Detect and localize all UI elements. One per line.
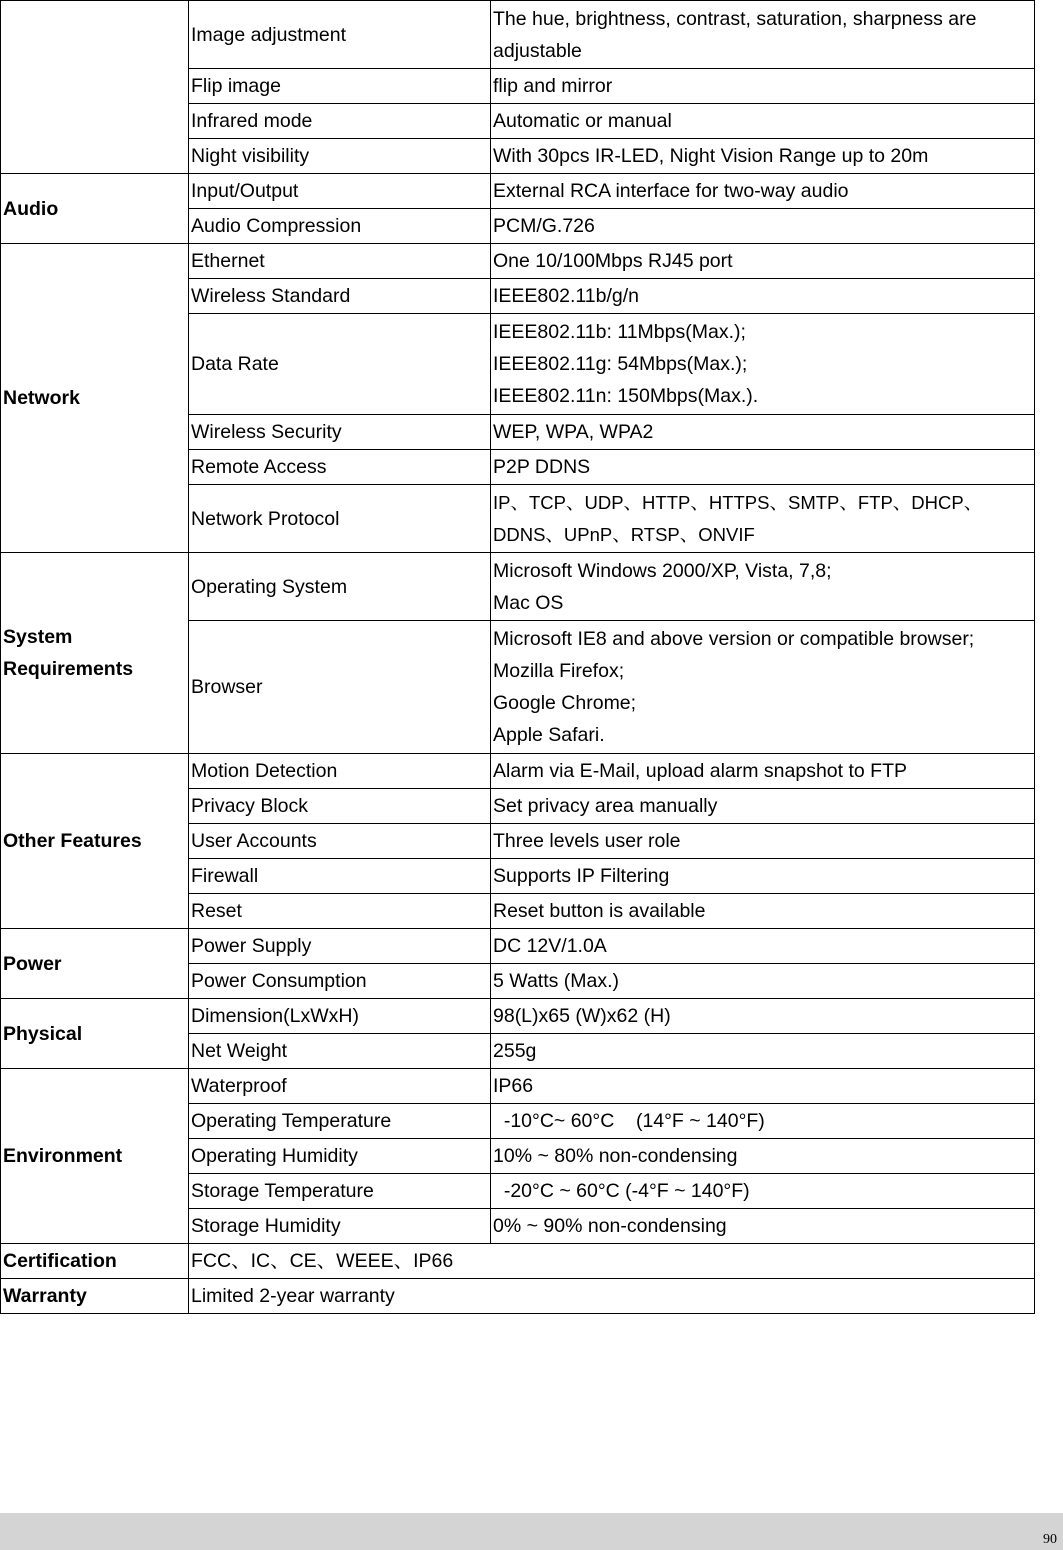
value-cell: Set privacy area manually <box>491 789 1035 824</box>
feature-cell: Motion Detection <box>189 754 491 789</box>
feature-cell: Remote Access <box>189 450 491 485</box>
value-line: Apple Safari. <box>493 724 605 746</box>
value-cell: IP66 <box>491 1069 1035 1104</box>
value-line: IEEE802.11b: 11Mbps(Max.); <box>493 321 746 343</box>
feature-cell: Ethernet <box>189 244 491 279</box>
category-system-requirements <box>1 553 189 754</box>
feature-cell: Wireless Security <box>189 415 491 450</box>
value-cell: Automatic or manual <box>491 104 1035 139</box>
feature-cell: Storage Temperature <box>189 1174 491 1209</box>
value-cell <box>491 485 1035 553</box>
value-cell: PCM/G.726 <box>491 209 1035 244</box>
page-number: 90 <box>1043 1532 1057 1547</box>
feature-cell: Infrared mode <box>189 104 491 139</box>
value-cell: WEP, WPA, WPA2 <box>491 415 1035 450</box>
table-row <box>1 1244 1035 1279</box>
category-audio: Audio <box>1 174 189 244</box>
value-cell: External RCA interface for two-way audio <box>491 174 1035 209</box>
feature-cell: Power Supply <box>189 929 491 964</box>
value-line: IEEE802.11g: 54Mbps(Max.); <box>493 353 748 375</box>
value-cell: FCC、IC、CE、WEEE、IP66 <box>189 1244 1035 1279</box>
value-line: Microsoft IE8 and above version or compatible browser; <box>493 628 975 650</box>
feature-cell: Flip image <box>189 69 491 104</box>
value-cell: With 30pcs IR-LED, Night Vision Range up to 20m <box>491 139 1035 174</box>
value-cell: One 10/100Mbps RJ45 port <box>491 244 1035 279</box>
value-line: adjustable <box>493 39 582 62</box>
table-row <box>1 1279 1035 1314</box>
value-cell: 10% ~ 80% non-condensing <box>491 1139 1035 1174</box>
value-cell: Reset button is available <box>491 894 1035 929</box>
table-row <box>1 999 1035 1034</box>
feature-cell: Image adjustment <box>189 1 491 69</box>
table-row <box>1 754 1035 789</box>
value-line: Microsoft Windows 2000/XP, Vista, 7,8; <box>493 559 832 582</box>
value-cell <box>491 1 1035 69</box>
feature-cell: Audio Compression <box>189 209 491 244</box>
value-cell: 255g <box>491 1034 1035 1069</box>
value-line: Mozilla Firefox; <box>493 660 625 682</box>
table-row <box>1 244 1035 279</box>
table-row <box>1 1069 1035 1104</box>
feature-cell: Wireless Standard <box>189 279 491 314</box>
value-line: Google Chrome; <box>493 692 637 714</box>
value-line: IEEE802.11n: 150Mbps(Max.). <box>493 385 759 407</box>
category-network: Network <box>1 244 189 553</box>
feature-cell: Operating Temperature <box>189 1104 491 1139</box>
value-cell: P2P DDNS <box>491 450 1035 485</box>
feature-cell: Reset <box>189 894 491 929</box>
table-row <box>1 1 1035 69</box>
value-line: IP、TCP、UDP、HTTP、HTTPS、SMTP、FTP、DHCP、 <box>493 491 983 513</box>
feature-cell: User Accounts <box>189 824 491 859</box>
category-other-features: Other Features <box>1 754 189 929</box>
feature-cell: Power Consumption <box>189 964 491 999</box>
value-cell <box>491 621 1035 754</box>
value-line: Mac OS <box>493 591 564 614</box>
feature-cell: Privacy Block <box>189 789 491 824</box>
value-cell: Supports IP Filtering <box>491 859 1035 894</box>
table-row <box>1 929 1035 964</box>
feature-cell: Network Protocol <box>189 485 491 553</box>
feature-cell: Data Rate <box>189 314 491 415</box>
category-line: Requirements <box>3 658 134 680</box>
table-row <box>1 174 1035 209</box>
value-cell <box>491 553 1035 621</box>
value-cell: IEEE802.11b/g/n <box>491 279 1035 314</box>
category-environment: Environment <box>1 1069 189 1244</box>
category-warranty: Warranty <box>1 1279 189 1314</box>
value-cell: Limited 2-year warranty <box>189 1279 1035 1314</box>
page-footer-bar <box>0 1513 1063 1550</box>
feature-cell: Net Weight <box>189 1034 491 1069</box>
table-row <box>1 553 1035 621</box>
feature-cell: Input/Output <box>189 174 491 209</box>
category-certification: Certification <box>1 1244 189 1279</box>
category-physical: Physical <box>1 999 189 1069</box>
category-line: System <box>3 626 73 648</box>
value-cell: 5 Watts (Max.) <box>491 964 1035 999</box>
value-cell <box>491 314 1035 415</box>
category-power: Power <box>1 929 189 999</box>
feature-cell: Storage Humidity <box>189 1209 491 1244</box>
value-cell: 98(L)x65 (W)x62 (H) <box>491 999 1035 1034</box>
value-line: DDNS、UPnP、RTSP、ONVIF <box>493 523 755 545</box>
feature-cell: Firewall <box>189 859 491 894</box>
value-cell: flip and mirror <box>491 69 1035 104</box>
feature-cell: Operating Humidity <box>189 1139 491 1174</box>
feature-cell: Operating System <box>189 553 491 621</box>
value-cell: -20°C ~ 60°C (-4°F ~ 140°F) <box>491 1174 1035 1209</box>
feature-cell: Browser <box>189 621 491 754</box>
value-cell: -10°C~ 60°C (14°F ~ 140°F) <box>491 1104 1035 1139</box>
feature-cell: Waterproof <box>189 1069 491 1104</box>
value-cell: 0% ~ 90% non-condensing <box>491 1209 1035 1244</box>
feature-cell: Night visibility <box>189 139 491 174</box>
value-cell: DC 12V/1.0A <box>491 929 1035 964</box>
category-cell-image <box>1 1 189 174</box>
feature-cell: Dimension(LxWxH) <box>189 999 491 1034</box>
value-cell: Three levels user role <box>491 824 1035 859</box>
value-cell: Alarm via E-Mail, upload alarm snapshot to FTP <box>491 754 1035 789</box>
value-line: The hue, brightness, contrast, saturation, sharpness are <box>493 7 977 30</box>
